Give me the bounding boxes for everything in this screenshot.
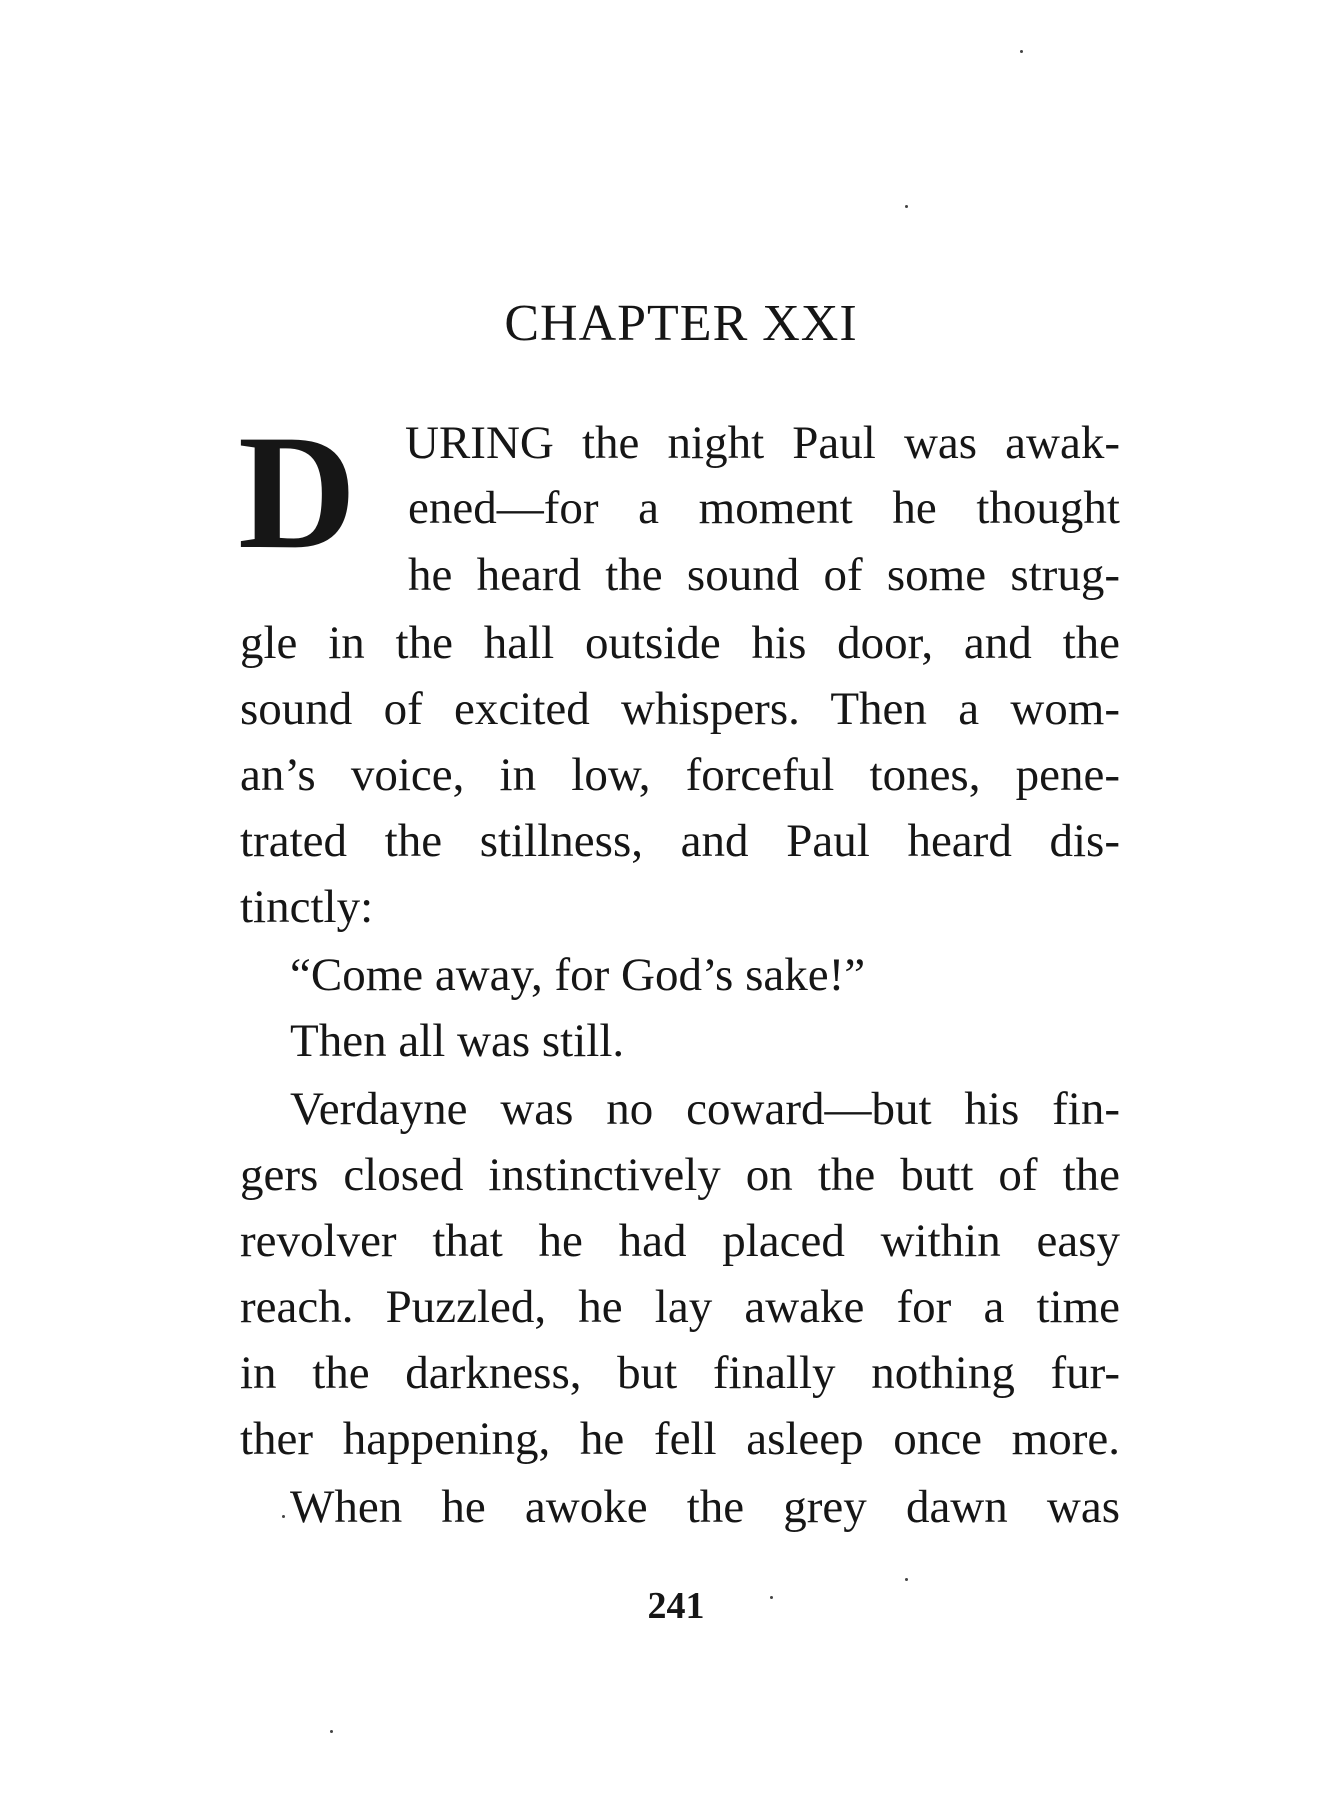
paper-speck: [282, 1515, 285, 1518]
body-line: reach. Puzzled, he lay awake for a time: [240, 1281, 1120, 1333]
body-line: Then all was still.: [290, 1015, 625, 1067]
paper-speck: [330, 1730, 333, 1733]
body-line: an’s voice, in low, forceful tones, pene-: [240, 749, 1120, 801]
body-line: gers closed instinctively on the butt of the: [240, 1149, 1120, 1201]
paper-speck: [1020, 50, 1023, 53]
body-line: ther happening, he fell asleep once more.: [240, 1413, 1120, 1465]
body-line: Verdayne was no coward—but his fin-: [290, 1083, 1120, 1135]
drop-cap-letter: D: [238, 402, 357, 583]
paper-speck: [770, 1596, 773, 1599]
chapter-heading: CHAPTER XXI: [504, 295, 858, 352]
paper-speck: [905, 1578, 908, 1581]
body-line: revolver that he had placed within easy: [240, 1215, 1120, 1267]
paper-speck: [905, 205, 908, 208]
body-line: URING the night Paul was awak-: [405, 417, 1120, 469]
body-line: he heard the sound of some strug-: [408, 549, 1120, 601]
body-line: tinctly:: [240, 881, 374, 933]
page-number: 241: [647, 1585, 705, 1627]
body-line: trated the stillness, and Paul heard dis-: [240, 815, 1120, 867]
body-line: in the darkness, but finally nothing fur-: [240, 1347, 1120, 1399]
body-line: “Come away, for God’s sake!”: [290, 949, 866, 1001]
body-line: ened—for a moment he thought: [408, 482, 1120, 534]
body-line: sound of excited whispers. Then a wom-: [240, 683, 1120, 735]
body-line: When he awoke the grey dawn was: [290, 1481, 1120, 1533]
body-line: gle in the hall outside his door, and the: [240, 617, 1120, 669]
